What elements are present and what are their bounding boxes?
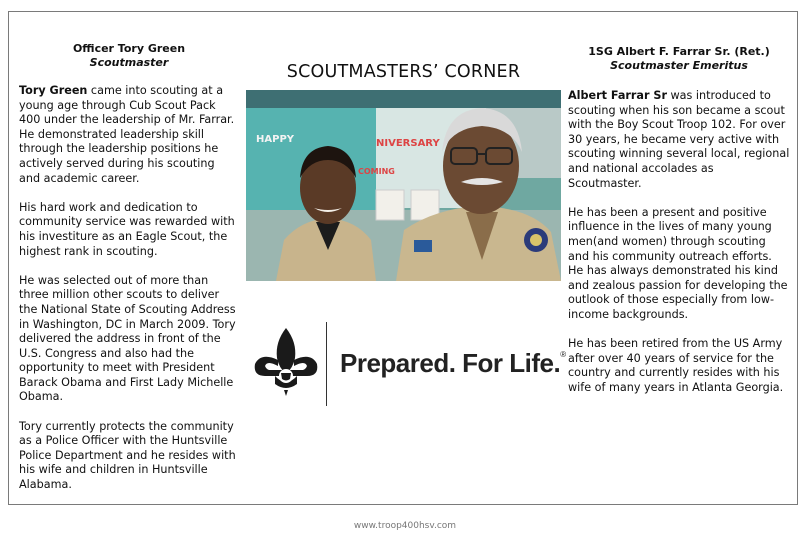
- left-paragraph-1: [19, 84, 239, 186]
- right-bold-name: Albert Farrar Sr: [568, 89, 667, 102]
- fleur-de-lis-icon: [251, 326, 321, 398]
- left-p1-text: came into scouting at a young age through Cub Scout Pack 400 under the leadership of Mr. Farrar. He demonstrated leadership skill through the leadership positions he actively served during his scouting and academic career.: [19, 84, 235, 185]
- left-header: [19, 42, 239, 70]
- left-paragraph-3: He was selected out of more than three million other scouts to deliver the National State of Scouting Address in Washington, DC in March 2009. Tory delivered the address in front of the U.S. Congress and also had the opportunity to meet with President Barack Obama and First Lady Michelle Obama.: [19, 273, 236, 404]
- right-column: [568, 45, 790, 410]
- tagline-text: Prepared. For Life.: [340, 348, 561, 378]
- right-name: 1SG Albert F. Farrar Sr. (Ret.): [588, 45, 770, 58]
- banner-text-2: NIVERSARY: [376, 138, 440, 149]
- left-paragraph-4: Tory currently protects the community as a Police Officer with the Huntsville Police Department and he resides with his wife and children in Huntsville Alabama.: [19, 419, 236, 492]
- right-header: [568, 45, 790, 73]
- right-paragraph-1: [568, 89, 790, 191]
- right-role: Scoutmaster Emeritus: [610, 59, 748, 72]
- footer-url: www.troop400hsv.com: [353, 521, 457, 531]
- right-body: [568, 89, 790, 395]
- banner-text-1: HAPPY: [256, 134, 295, 145]
- right-paragraph-3: He has been retired from the US Army after over 40 years of service for the country and currently resides with his wife of many years in Atlanta Georgia.: [568, 337, 784, 394]
- banner-text-3: COMING: [358, 167, 395, 176]
- tagline: [340, 348, 566, 379]
- right-paragraph-2: He has been a present and positive influence in the lives of many young men(and women) through scouting and his community outreach efforts. He has always demonstrated his kind and zealous passion for developing the outlook of those especially from low-income backgrounds.: [568, 205, 788, 321]
- photo-illustration: [246, 90, 561, 281]
- left-body: [19, 84, 239, 493]
- registered-mark: ®: [560, 350, 566, 359]
- left-column: [19, 42, 239, 507]
- page-title: SCOUTMASTERS’ CORNER: [286, 62, 521, 82]
- left-bold-name: Tory Green: [19, 84, 88, 97]
- logo-divider: [326, 322, 327, 406]
- left-paragraph-2: His hard work and dedication to community service was rewarded with his investiture as an Eagle Scout, the highest rank in scouting.: [19, 200, 235, 258]
- right-p1-text: was introduced to scouting when his son became a scout with the Boy Scout Troop 102. For over 30 years, he became very active with scouting winning several local, regional and national accolades as Scoutmaster.: [568, 89, 790, 190]
- left-name: Officer Tory Green: [72, 42, 186, 55]
- left-role: Scoutmaster: [89, 56, 169, 69]
- scoutmasters-photo: [246, 90, 561, 281]
